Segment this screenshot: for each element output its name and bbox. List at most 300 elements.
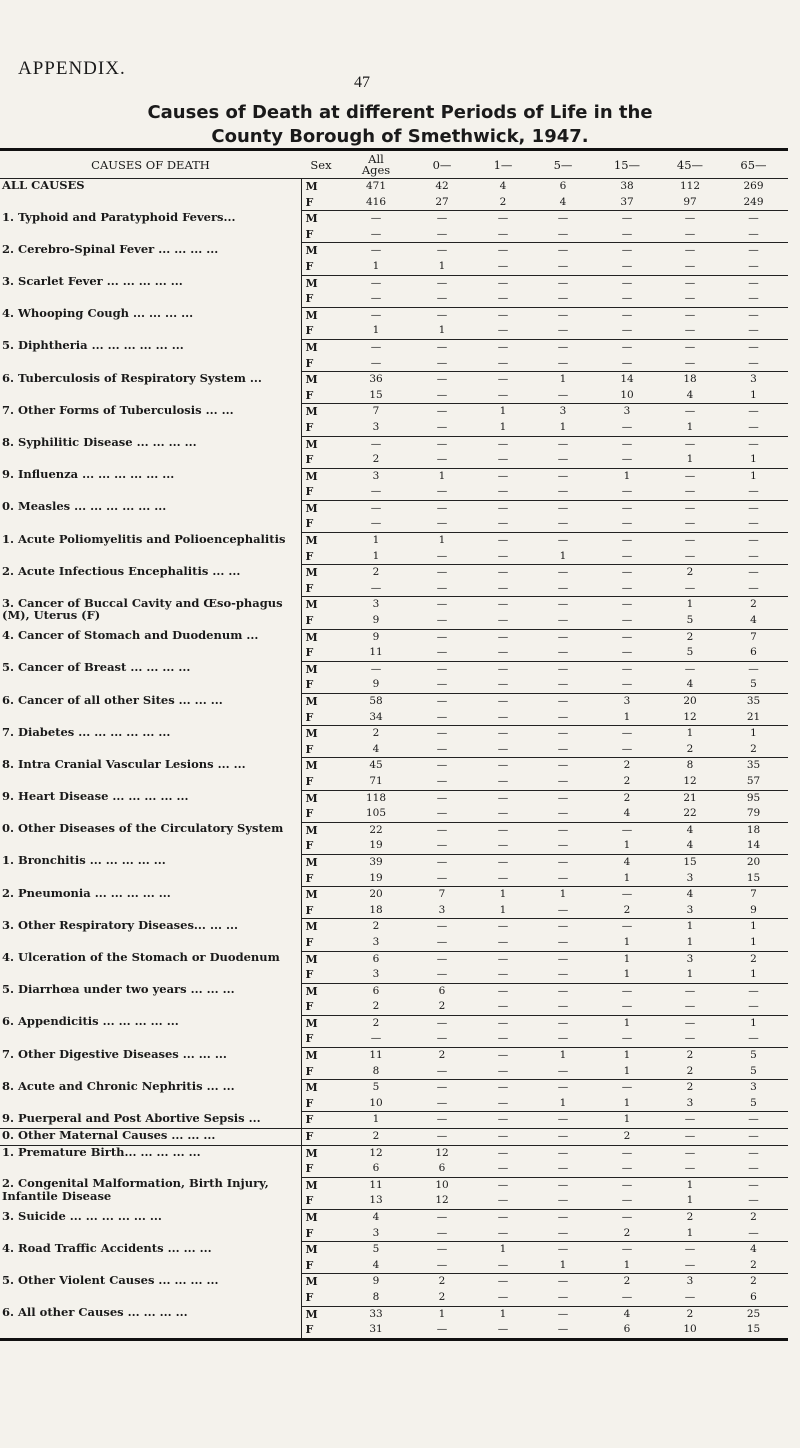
age-group-cell: — <box>621 1178 633 1191</box>
table-row <box>0 533 788 549</box>
table-row <box>0 404 788 420</box>
age-group-cell: — <box>719 581 788 597</box>
age-group-cell: 18 <box>683 373 697 386</box>
age-group-cell: — <box>411 1226 473 1242</box>
age-group-cell: 4 <box>661 677 719 693</box>
all-ages-cell: — <box>341 581 411 597</box>
age-group-cell: — <box>497 437 509 450</box>
age-group-cell: 1 <box>686 1178 694 1191</box>
age-group-cell: 1 <box>719 452 788 468</box>
table-row <box>0 1080 788 1096</box>
age-group-cell: 5 <box>719 1096 788 1112</box>
age-group-cell: 2 <box>750 1275 757 1288</box>
age-group-cell: — <box>411 1064 473 1080</box>
age-group-cell: — <box>533 967 593 983</box>
all-ages-cell: — <box>341 484 411 500</box>
age-group-cell: — <box>436 727 448 740</box>
age-group-cell: — <box>497 695 509 707</box>
age-group-cell: 10 <box>435 1178 449 1191</box>
age-group-cell: — <box>473 935 533 951</box>
age-group-cell: — <box>684 1016 696 1029</box>
age-group-cell: — <box>557 1211 569 1223</box>
cause-label: 6. Appendicitis ... ... ... ... ... <box>2 1015 179 1029</box>
all-ages-cell: 1 <box>341 549 411 565</box>
table-row <box>0 919 788 935</box>
age-group-cell: 2 <box>750 952 757 965</box>
age-group-cell: — <box>557 1275 569 1288</box>
age-group-cell: 27 <box>411 195 473 211</box>
age-group-cell: — <box>533 613 593 629</box>
header-age-65: 65— <box>719 150 788 179</box>
table-row <box>0 339 788 355</box>
sex-label: M <box>301 694 341 710</box>
age-group-cell: — <box>411 388 473 404</box>
cause-label: 8. Syphilitic Disease ... ... ... ... <box>2 436 197 449</box>
age-group-cell: — <box>473 1096 533 1112</box>
age-group-cell: — <box>411 581 473 597</box>
table-row <box>0 661 788 677</box>
sex-label: F <box>301 452 341 468</box>
age-group-cell: — <box>411 677 473 693</box>
age-group-cell: 2 <box>719 1258 788 1274</box>
all-ages-cell: 2 <box>372 1016 380 1029</box>
age-group-cell: 12 <box>435 1146 449 1159</box>
age-group-cell: — <box>661 227 719 243</box>
age-group-cell: — <box>684 212 696 225</box>
sex-label: F <box>301 1129 341 1146</box>
age-group-cell: 6 <box>593 1322 661 1339</box>
age-group-cell: — <box>411 613 473 629</box>
age-group-cell: — <box>661 356 719 372</box>
all-ages-cell: 105 <box>341 806 411 822</box>
sex-label: M <box>301 1177 341 1193</box>
age-group-cell: — <box>621 888 633 901</box>
all-ages-cell: 34 <box>341 710 411 726</box>
all-ages-cell: 11 <box>369 1049 383 1062</box>
age-group-cell: — <box>684 662 696 675</box>
age-group-cell: — <box>473 806 533 822</box>
all-ages-cell: 118 <box>365 791 387 804</box>
age-group-cell: 38 <box>620 180 634 192</box>
sex-label: M <box>301 436 341 452</box>
cause-label: 8. Intra Cranial Vascular Lesions ... ... <box>2 757 246 771</box>
age-group-cell: 6 <box>559 180 567 192</box>
all-ages-cell: 45 <box>369 759 383 772</box>
age-group-cell: 79 <box>719 806 788 822</box>
age-group-cell: 4 <box>686 888 694 901</box>
cause-label: 9. Influenza ... ... ... ... ... ... <box>2 468 175 482</box>
age-group-cell: — <box>436 598 448 611</box>
sex-label: M <box>301 726 341 742</box>
all-ages-cell: — <box>341 356 411 372</box>
age-group-cell: — <box>436 1211 448 1223</box>
age-group-cell: — <box>436 276 448 289</box>
age-group-cell: — <box>497 791 509 804</box>
age-group-cell: 2 <box>661 742 719 758</box>
table-row <box>0 822 788 838</box>
header-all-ages <box>341 150 411 179</box>
sex-label: F <box>301 999 341 1015</box>
age-group-cell: 2 <box>686 1049 694 1062</box>
age-group-cell: 1 <box>593 871 661 887</box>
table-row <box>0 1129 788 1146</box>
age-group-cell: 4 <box>593 806 661 822</box>
age-group-cell: 1 <box>661 420 719 436</box>
age-group-cell: — <box>533 999 593 1015</box>
all-ages-cell: 4 <box>341 1258 411 1274</box>
table-row <box>0 179 788 195</box>
age-group-cell: — <box>411 420 473 436</box>
age-group-cell: — <box>533 871 593 887</box>
age-group-cell: — <box>684 437 696 450</box>
sex-label: F <box>301 967 341 983</box>
age-group-cell: — <box>621 437 633 450</box>
cause-label: 1. Bronchitis ... ... ... ... ... <box>2 854 166 868</box>
age-group-cell: — <box>621 823 633 836</box>
sex-label: M <box>301 500 341 516</box>
age-group-cell: — <box>473 967 533 983</box>
sex-label: F <box>301 1096 341 1112</box>
age-group-cell: — <box>557 244 569 257</box>
table-row <box>0 629 788 645</box>
all-ages-cell: 12 <box>369 1146 383 1159</box>
age-group-cell: — <box>557 984 569 997</box>
age-group-cell: — <box>661 484 719 500</box>
sex-label: M <box>301 372 341 388</box>
table-row <box>0 597 788 613</box>
age-group-cell: — <box>719 999 788 1015</box>
all-ages-cell: 3 <box>341 1226 411 1242</box>
age-group-cell: — <box>533 291 593 307</box>
age-group-cell: 21 <box>719 710 788 726</box>
age-group-cell: — <box>621 276 633 289</box>
table-row <box>0 1145 788 1161</box>
age-group-cell: 1 <box>499 1243 507 1256</box>
age-group-cell: — <box>557 212 569 225</box>
age-group-cell: — <box>473 549 533 565</box>
age-group-cell: — <box>473 291 533 307</box>
age-group-cell: — <box>557 855 569 868</box>
header-age-45: 45— <box>661 150 719 179</box>
sex-label: F <box>301 774 341 790</box>
all-ages-cell: 8 <box>341 1290 411 1306</box>
age-group-cell: — <box>661 581 719 597</box>
age-group-cell: — <box>497 759 509 772</box>
age-group-cell: 12 <box>411 1193 473 1209</box>
age-group-cell: — <box>621 662 633 675</box>
age-group-cell: — <box>436 952 448 965</box>
age-group-cell: 4 <box>623 1307 631 1320</box>
age-group-cell: — <box>533 645 593 661</box>
age-group-cell: — <box>473 613 533 629</box>
age-group-cell: 95 <box>746 791 761 804</box>
age-group-cell: — <box>497 1211 509 1223</box>
age-group-cell: — <box>593 356 661 372</box>
sex-label: M <box>301 1015 341 1031</box>
age-group-cell: — <box>748 566 759 579</box>
sex-label: M <box>301 919 341 935</box>
age-group-cell: — <box>719 516 788 532</box>
cause-label: 5. Diarrhœa under two years ... ... ... <box>2 983 235 997</box>
age-group-cell: 25 <box>746 1307 761 1320</box>
all-ages-cell: — <box>341 516 411 532</box>
age-group-cell: — <box>497 469 509 482</box>
all-ages-cell: — <box>370 212 382 225</box>
age-group-cell: — <box>497 373 509 386</box>
age-group-cell: — <box>719 549 788 565</box>
age-group-cell: — <box>533 774 593 790</box>
age-group-cell: 1 <box>499 405 507 418</box>
age-group-cell: 42 <box>435 180 449 192</box>
age-group-cell: 4 <box>499 180 507 192</box>
age-group-cell: 1 <box>593 935 661 951</box>
age-group-cell: — <box>436 759 448 772</box>
age-group-cell: 2 <box>686 1307 694 1320</box>
age-group-cell: — <box>497 855 509 868</box>
age-group-cell: — <box>473 516 533 532</box>
age-group-cell: — <box>473 1161 533 1177</box>
age-group-cell: 1 <box>593 1096 661 1112</box>
age-group-cell: — <box>593 581 661 597</box>
age-group-cell: 1 <box>750 727 757 740</box>
age-group-cell: — <box>557 1146 569 1159</box>
table-row <box>0 468 788 484</box>
age-group-cell: 1 <box>661 967 719 983</box>
age-group-cell: — <box>621 501 633 514</box>
age-group-cell: 1 <box>623 952 631 965</box>
age-group-cell: — <box>661 516 719 532</box>
age-group-cell: 1 <box>473 420 533 436</box>
age-group-cell: — <box>533 1031 593 1047</box>
age-group-cell: — <box>497 630 509 643</box>
table-row <box>0 887 788 903</box>
age-group-cell: 1 <box>686 920 694 933</box>
age-group-cell: — <box>593 291 661 307</box>
age-group-cell: 3 <box>623 695 631 707</box>
age-group-cell: — <box>557 340 569 353</box>
age-group-cell: — <box>497 662 509 675</box>
age-group-cell: — <box>436 1016 448 1029</box>
age-group-cell: — <box>557 662 569 675</box>
age-group-cell: — <box>593 323 661 339</box>
sex-label: M <box>301 597 341 613</box>
age-group-cell: — <box>557 727 569 740</box>
age-group-cell: — <box>473 1129 533 1146</box>
age-group-cell: — <box>557 1307 569 1320</box>
age-group-cell: — <box>533 356 593 372</box>
page-title-line-2: County Borough of Smethwick, 1947. <box>211 126 589 147</box>
age-group-cell: 5 <box>661 645 719 661</box>
sex-label: F <box>301 291 341 307</box>
age-group-cell: — <box>557 469 569 482</box>
sex-label: F <box>301 1112 341 1129</box>
cause-label: ALL CAUSES <box>2 178 85 192</box>
age-group-cell: 2 <box>623 1275 631 1288</box>
age-group-cell: — <box>621 308 633 321</box>
page-title-line-1: Causes of Death at different Periods of Life in the <box>147 102 653 123</box>
age-group-cell: — <box>719 323 788 339</box>
age-group-cell: 1 <box>750 1016 757 1029</box>
age-group-cell: — <box>593 1031 661 1047</box>
age-group-cell: — <box>719 1193 788 1209</box>
age-group-cell: — <box>621 727 633 740</box>
sex-label: F <box>301 227 341 243</box>
age-group-cell: 3 <box>686 952 694 965</box>
cause-label: 5. Diphtheria ... ... ... ... ... ... <box>2 339 184 353</box>
header-age-0: 0— <box>411 150 473 179</box>
sex-label: M <box>301 1306 341 1322</box>
age-group-cell: 1 <box>623 1049 631 1062</box>
sex-label: M <box>301 661 341 677</box>
age-group-cell: — <box>533 1064 593 1080</box>
age-group-cell: — <box>411 291 473 307</box>
age-group-cell: 269 <box>743 180 764 192</box>
age-group-cell: — <box>473 774 533 790</box>
age-group-cell: — <box>411 871 473 887</box>
header-sex: Sex <box>301 150 341 179</box>
all-ages-cell: 6 <box>341 1161 411 1177</box>
age-group-cell: 2 <box>593 903 661 919</box>
cause-label: 9. Heart Disease ... ... ... ... ... <box>2 790 189 804</box>
age-group-cell: — <box>533 1193 593 1209</box>
age-group-cell: — <box>411 710 473 726</box>
age-group-cell: 10 <box>593 388 661 404</box>
cause-label: 9. Puerperal and Post Abortive Sepsis ... <box>0 1112 301 1129</box>
age-group-cell: 2 <box>750 1211 757 1223</box>
sex-label: M <box>301 1145 341 1161</box>
age-group-cell: — <box>473 388 533 404</box>
age-group-cell: — <box>473 1064 533 1080</box>
table-row <box>0 436 788 452</box>
table-row <box>0 983 788 999</box>
table-header-row <box>0 150 788 179</box>
sex-label: M <box>301 339 341 355</box>
age-group-cell: 20 <box>746 855 761 868</box>
sex-label: F <box>301 903 341 919</box>
table-row <box>0 790 788 806</box>
age-group-cell: — <box>621 340 633 353</box>
age-group-cell: 14 <box>719 838 788 854</box>
age-group-cell: 112 <box>679 180 701 192</box>
age-group-cell: 2 <box>750 598 757 611</box>
all-ages-cell: 3 <box>341 967 411 983</box>
all-ages-cell: 4 <box>341 742 411 758</box>
sex-label: F <box>301 935 341 951</box>
age-group-cell: — <box>661 1258 719 1274</box>
age-group-cell: 3 <box>661 1096 719 1112</box>
all-ages-cell: 2 <box>372 920 380 933</box>
age-group-cell: 1 <box>623 1016 631 1029</box>
age-group-cell: 20 <box>683 695 697 707</box>
age-group-cell: 1 <box>719 388 788 404</box>
age-group-cell: 1 <box>593 967 661 983</box>
age-group-cell: — <box>557 759 569 772</box>
cause-label: 5. Other Violent Causes ... ... ... ... <box>2 1273 219 1287</box>
age-group-cell: — <box>411 1129 473 1146</box>
age-group-cell: — <box>411 806 473 822</box>
age-group-cell: — <box>436 662 448 675</box>
age-group-cell: — <box>497 501 509 514</box>
all-ages-cell: — <box>370 437 382 450</box>
age-group-cell: 8 <box>686 759 694 772</box>
all-ages-cell: 1 <box>341 259 411 275</box>
age-group-cell: 1 <box>686 598 694 611</box>
age-group-cell: — <box>719 1112 788 1129</box>
sex-label: F <box>301 710 341 726</box>
age-group-cell: — <box>497 1178 509 1191</box>
age-group-cell: — <box>621 630 633 643</box>
age-group-cell: — <box>593 227 661 243</box>
sex-label: F <box>301 1290 341 1306</box>
age-group-cell: — <box>411 356 473 372</box>
age-group-cell: — <box>533 484 593 500</box>
age-group-cell: — <box>497 276 509 289</box>
age-group-cell: — <box>557 952 569 965</box>
age-group-cell: — <box>436 823 448 836</box>
age-group-cell: 2 <box>438 1049 446 1062</box>
age-group-cell: 2 <box>661 1064 719 1080</box>
age-group-cell: — <box>411 774 473 790</box>
cause-label: 2. Acute Infectious Encephalitis ... ... <box>2 564 241 578</box>
all-ages-cell: 3 <box>372 598 380 611</box>
age-group-cell: 97 <box>661 195 719 211</box>
all-ages-cell: — <box>370 662 382 675</box>
all-ages-cell: 22 <box>369 823 383 836</box>
age-group-cell: — <box>684 308 696 321</box>
age-group-cell: — <box>497 212 509 225</box>
age-group-cell: — <box>473 356 533 372</box>
age-group-cell: — <box>473 1290 533 1306</box>
sex-label: F <box>301 1226 341 1242</box>
sex-label: M <box>301 1080 341 1096</box>
age-group-cell: — <box>411 227 473 243</box>
age-group-cell: — <box>593 1193 661 1209</box>
table-row <box>0 1015 788 1031</box>
age-group-cell: 9 <box>719 903 788 919</box>
age-group-cell: — <box>593 259 661 275</box>
sex-label: F <box>301 1161 341 1177</box>
age-group-cell: 2 <box>473 195 533 211</box>
age-group-cell: 21 <box>683 791 697 804</box>
all-ages-cell: 39 <box>369 855 383 868</box>
age-group-cell: — <box>436 791 448 804</box>
header-all-ages-line-2: Ages <box>361 162 391 177</box>
age-group-cell: 3 <box>661 903 719 919</box>
sex-label: M <box>301 565 341 581</box>
age-group-cell: — <box>684 276 696 289</box>
sex-label: M <box>301 307 341 323</box>
age-group-cell: — <box>661 1129 719 1146</box>
table-body <box>0 179 788 1340</box>
cause-label: 5. Cancer of Breast ... ... ... ... <box>2 661 191 675</box>
age-group-cell: 2 <box>593 1129 661 1146</box>
age-group-cell: — <box>748 405 759 418</box>
sex-label: F <box>301 806 341 822</box>
age-group-cell: 1 <box>593 710 661 726</box>
all-ages-cell: 2 <box>372 566 380 579</box>
age-group-cell: — <box>473 227 533 243</box>
table-row <box>0 1274 788 1290</box>
age-group-cell: 2 <box>623 791 631 804</box>
cause-label: 2. Pneumonia ... ... ... ... ... <box>2 886 171 900</box>
age-group-cell: — <box>533 903 593 919</box>
age-group-cell: — <box>719 227 788 243</box>
sex-label: F <box>301 259 341 275</box>
cause-label: 2. Cerebro-Spinal Fever ... ... ... ... <box>2 242 219 256</box>
age-group-cell: — <box>411 516 473 532</box>
age-group-cell: — <box>473 838 533 854</box>
age-group-cell: 1 <box>533 549 593 565</box>
